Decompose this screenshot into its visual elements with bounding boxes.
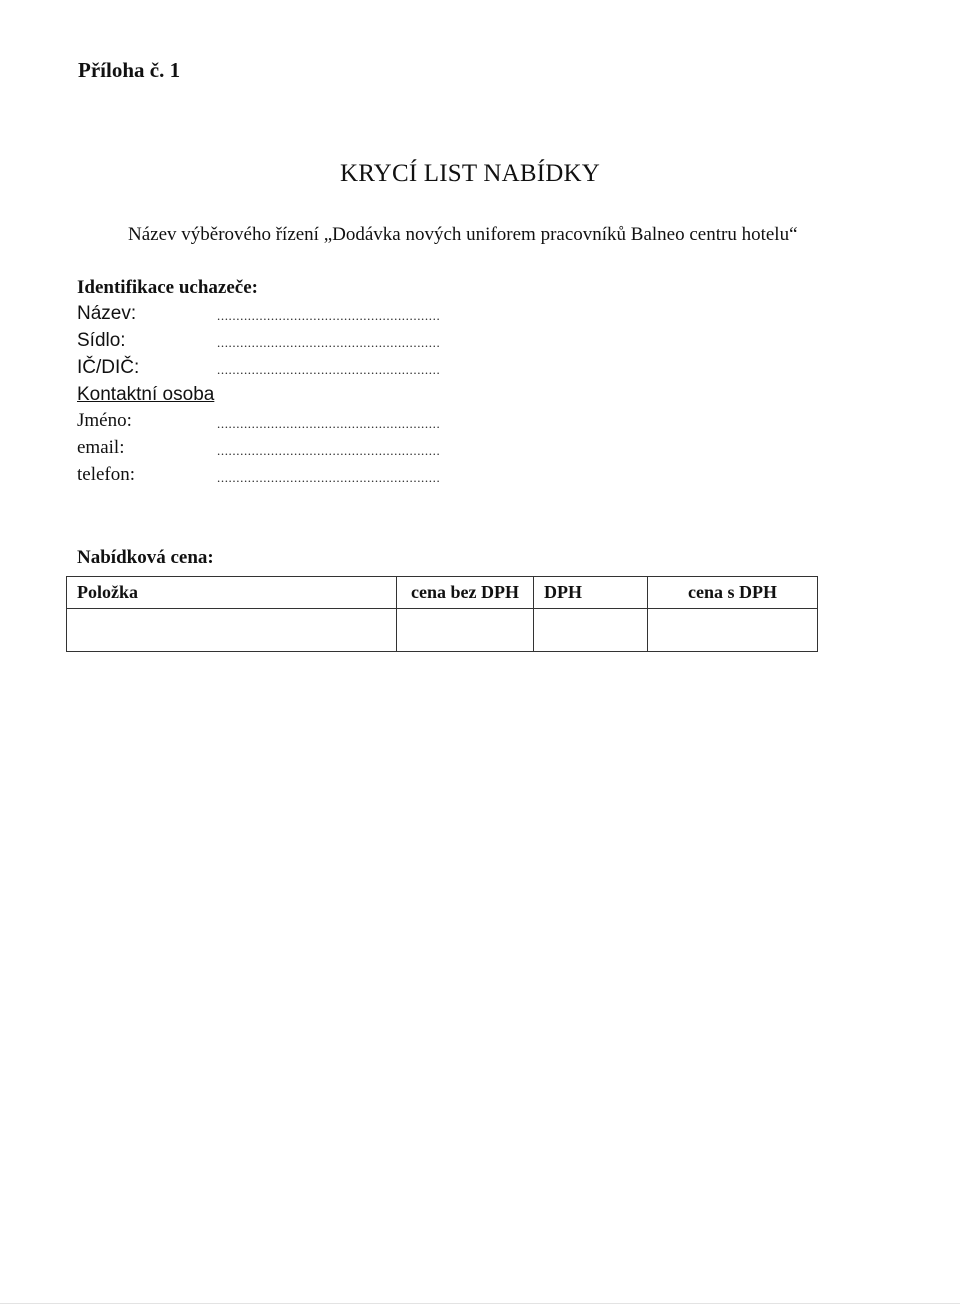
field-label-company-id: IČ/DIČ: bbox=[77, 357, 140, 378]
attachment-label: Příloha č. 1 bbox=[78, 58, 181, 82]
table-row bbox=[67, 609, 818, 652]
cell-price-without-vat[interactable] bbox=[397, 609, 534, 652]
field-label-phone: telefon: bbox=[77, 464, 136, 485]
contact-person-heading: Kontaktní osoba bbox=[77, 384, 215, 405]
page-bottom-edge bbox=[0, 1303, 960, 1304]
tender-name: Název výběrového řízení „Dodávka nových uniforem pracovníků Balneo centru hotelu“ bbox=[128, 224, 798, 245]
price-table bbox=[66, 576, 818, 652]
field-row-seat bbox=[77, 330, 507, 354]
column-header-vat: DPH bbox=[534, 577, 648, 609]
field-value-contact-name[interactable]: .......................................................... bbox=[217, 416, 441, 431]
document-title: KRYCÍ LIST NABÍDKY bbox=[339, 160, 601, 187]
column-header-price-without-vat: cena bez DPH bbox=[397, 577, 534, 609]
field-value-seat[interactable]: .......................................................... bbox=[217, 335, 441, 350]
field-label-email: email: bbox=[77, 437, 125, 458]
price-table-header-row bbox=[67, 577, 818, 609]
identification-heading: Identifikace uchazeče: bbox=[77, 277, 258, 298]
price-heading: Nabídková cena: bbox=[77, 547, 214, 568]
field-row-phone bbox=[77, 464, 507, 488]
field-label-contact-name: Jméno: bbox=[77, 410, 132, 431]
cell-vat[interactable] bbox=[534, 609, 648, 652]
field-label-seat: Sídlo: bbox=[77, 330, 126, 351]
field-value-email[interactable]: .......................................................... bbox=[217, 443, 441, 458]
field-value-name[interactable]: .......................................................... bbox=[217, 308, 441, 323]
field-value-phone[interactable]: .......................................................... bbox=[217, 470, 441, 485]
field-row-company-id bbox=[77, 357, 507, 381]
field-value-company-id[interactable]: .......................................................... bbox=[217, 362, 441, 377]
field-row-email bbox=[77, 437, 507, 461]
cell-price-with-vat[interactable] bbox=[648, 609, 818, 652]
field-row-name bbox=[77, 303, 507, 327]
column-header-item: Položka bbox=[67, 577, 397, 609]
field-row-contact-name bbox=[77, 410, 507, 434]
cell-item[interactable] bbox=[67, 609, 397, 652]
field-label-name: Název: bbox=[77, 303, 137, 324]
column-header-price-with-vat: cena s DPH bbox=[648, 577, 818, 609]
